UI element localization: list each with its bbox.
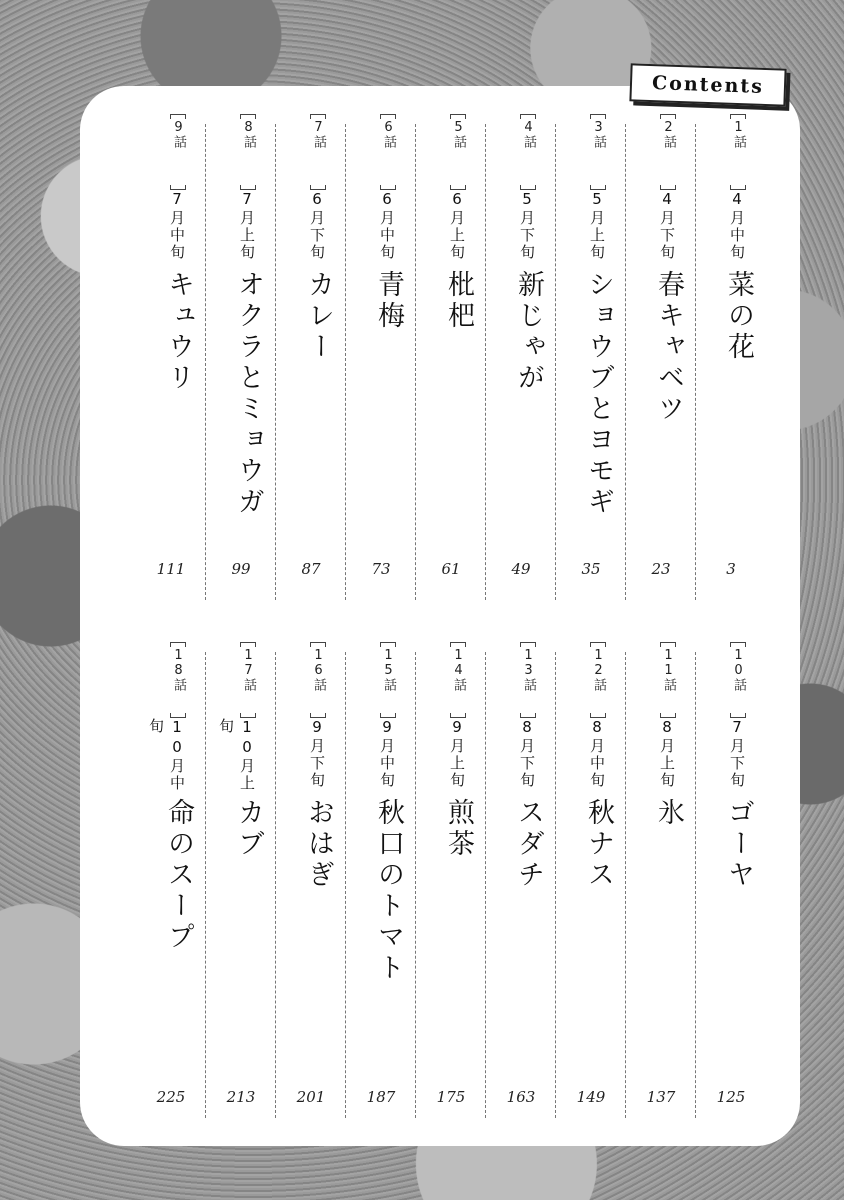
chapter-entry[interactable] bbox=[136, 648, 206, 1118]
contents-panel bbox=[80, 86, 800, 1146]
chapter-date: 6月下旬 bbox=[308, 190, 326, 261]
chapter-number: 9話 bbox=[170, 120, 186, 184]
page-number: 111 bbox=[156, 560, 186, 578]
chapter-number: 13話 bbox=[520, 648, 536, 712]
page-number: 87 bbox=[301, 560, 321, 578]
page-number: 23 bbox=[651, 560, 671, 578]
chapter-number: 12話 bbox=[590, 648, 606, 712]
chapter-title: ゴーヤ bbox=[723, 798, 754, 891]
chapter-date: 6月中旬 bbox=[378, 190, 396, 261]
page-number: 49 bbox=[511, 560, 531, 578]
chapter-number: 17話 bbox=[240, 648, 256, 712]
chapter-date: 6月上旬 bbox=[448, 190, 466, 261]
chapter-entry[interactable] bbox=[486, 648, 556, 1118]
chapter-title: 春キャベツ bbox=[653, 270, 684, 425]
page-number: 125 bbox=[716, 1088, 746, 1106]
page-number: 225 bbox=[156, 1088, 186, 1106]
page-number: 213 bbox=[226, 1088, 256, 1106]
chapter-number: 2話 bbox=[660, 120, 676, 184]
chapter-entry[interactable] bbox=[696, 120, 766, 600]
chapter-number: 10話 bbox=[730, 648, 746, 712]
chapter-date: 7月中旬 bbox=[168, 190, 186, 261]
chapter-title: 枇杷 bbox=[443, 270, 474, 332]
chapter-date: 4月下旬 bbox=[658, 190, 676, 261]
chapter-title: 秋ナス bbox=[583, 798, 614, 891]
page-number: 3 bbox=[726, 560, 736, 578]
chapter-date: 4月中旬 bbox=[728, 190, 746, 261]
chapter-entry[interactable] bbox=[556, 648, 626, 1118]
chapter-entry[interactable] bbox=[276, 120, 346, 600]
chapter-date: 8月下旬 bbox=[518, 718, 536, 789]
chapter-entry[interactable] bbox=[206, 648, 276, 1118]
contents-row-top bbox=[80, 120, 800, 600]
chapter-title: おはぎ bbox=[303, 798, 334, 891]
contents-header: Contents bbox=[629, 63, 786, 106]
chapter-title: カレー bbox=[303, 270, 334, 363]
chapter-entry[interactable] bbox=[416, 120, 486, 600]
chapter-date: 8月上旬 bbox=[658, 718, 676, 789]
chapter-entry[interactable] bbox=[696, 648, 766, 1118]
chapter-date: 8月中旬 bbox=[588, 718, 606, 789]
chapter-number: 3話 bbox=[590, 120, 606, 184]
chapter-entry[interactable] bbox=[556, 120, 626, 600]
chapter-title: 秋口のトマト bbox=[373, 798, 404, 984]
page-number: 187 bbox=[366, 1088, 396, 1106]
page-number: 99 bbox=[231, 560, 251, 578]
chapter-title: ショウブとヨモギ bbox=[583, 270, 614, 518]
contents-row-bottom bbox=[80, 648, 800, 1118]
chapter-title: 命のスープ bbox=[163, 798, 194, 953]
chapter-number: 5話 bbox=[450, 120, 466, 184]
chapter-number: 18話 bbox=[170, 648, 186, 712]
chapter-title: オクラとミョウガ bbox=[233, 270, 264, 518]
chapter-title: カブ bbox=[233, 798, 264, 860]
chapter-number: 4話 bbox=[520, 120, 536, 184]
chapter-number: 1話 bbox=[730, 120, 746, 184]
chapter-date: 7月上旬 bbox=[238, 190, 256, 261]
chapter-number: 11話 bbox=[660, 648, 676, 712]
page-number: 137 bbox=[646, 1088, 676, 1106]
chapter-number: 14話 bbox=[450, 648, 466, 712]
chapter-date: 9月中旬 bbox=[378, 718, 396, 789]
chapter-entry[interactable] bbox=[346, 120, 416, 600]
chapter-title: キュウリ bbox=[163, 270, 194, 394]
page-number: 149 bbox=[576, 1088, 606, 1106]
chapter-entry[interactable] bbox=[206, 120, 276, 600]
chapter-title: スダチ bbox=[513, 798, 544, 891]
chapter-title: 菜の花 bbox=[723, 270, 754, 363]
page-number: 61 bbox=[441, 560, 461, 578]
chapter-entry[interactable] bbox=[416, 648, 486, 1118]
chapter-title: 青梅 bbox=[373, 270, 404, 332]
chapter-date: 9月上旬 bbox=[448, 718, 466, 789]
chapter-entry[interactable] bbox=[136, 120, 206, 600]
page-number: 201 bbox=[296, 1088, 326, 1106]
chapter-date: 10月上旬 bbox=[217, 718, 256, 792]
chapter-date: 5月下旬 bbox=[518, 190, 536, 261]
page-number: 175 bbox=[436, 1088, 466, 1106]
chapter-entry[interactable] bbox=[626, 120, 696, 600]
chapter-date: 7月下旬 bbox=[728, 718, 746, 789]
chapter-entry[interactable] bbox=[486, 120, 556, 600]
chapter-entry[interactable] bbox=[276, 648, 346, 1118]
chapter-number: 8話 bbox=[240, 120, 256, 184]
chapter-date: 9月下旬 bbox=[308, 718, 326, 789]
chapter-date: 5月上旬 bbox=[588, 190, 606, 261]
chapter-number: 16話 bbox=[310, 648, 326, 712]
chapter-entry[interactable] bbox=[626, 648, 696, 1118]
chapter-date: 10月中旬 bbox=[147, 718, 186, 792]
chapter-title: 氷 bbox=[653, 798, 684, 829]
page-number: 35 bbox=[581, 560, 601, 578]
page-number: 73 bbox=[371, 560, 391, 578]
chapter-entry[interactable] bbox=[346, 648, 416, 1118]
chapter-number: 6話 bbox=[380, 120, 396, 184]
page-number: 163 bbox=[506, 1088, 536, 1106]
chapter-number: 15話 bbox=[380, 648, 396, 712]
chapter-title: 新じゃが bbox=[513, 270, 544, 394]
chapter-title: 煎茶 bbox=[443, 798, 474, 860]
chapter-number: 7話 bbox=[310, 120, 326, 184]
